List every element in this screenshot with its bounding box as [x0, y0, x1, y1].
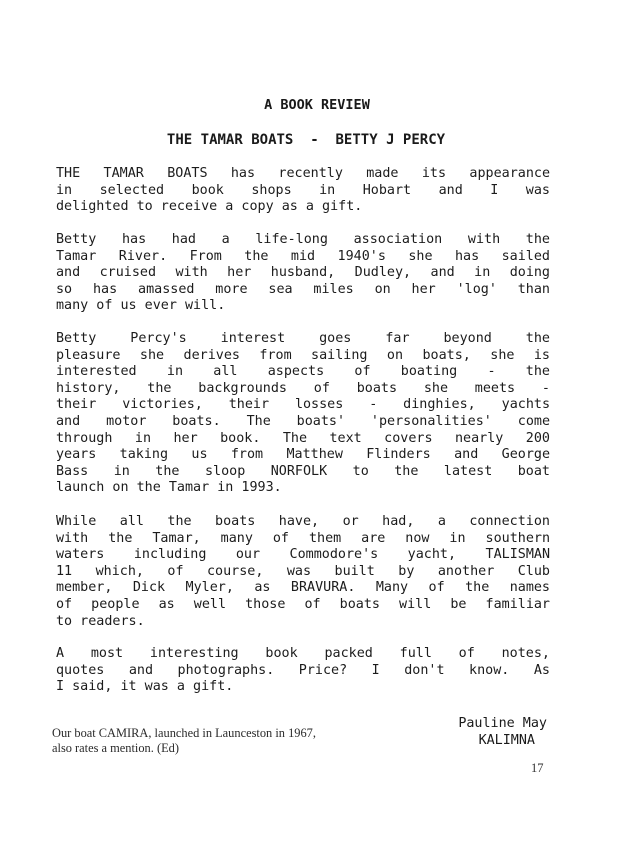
- paragraph-line: THE TAMAR BOATS has recently made its appearance: [56, 166, 550, 181]
- paragraph-line: through in her book. The text covers nearly 200: [56, 430, 550, 446]
- paragraph-line: history, the backgrounds of boats she meets -: [56, 380, 550, 396]
- editor-note: [52, 726, 392, 756]
- paragraph-line: Betty Percy's interest goes far beyond the: [56, 331, 550, 346]
- editor-note-line: Our boat CAMIRA, launched in Launceston in 1967,: [52, 726, 316, 740]
- paragraph-line: and cruised with her husband, Dudley, and in doing: [56, 265, 550, 281]
- paragraph-line: quotes and photographs. Price? I don't know. As: [56, 662, 550, 678]
- paragraph-line: years taking us from Matthew Flinders and George: [56, 447, 550, 463]
- paragraph: [56, 331, 550, 497]
- paragraph-line: in selected book shops in Hobart and I was: [56, 182, 550, 198]
- editor-note-line: also rates a mention. (Ed): [52, 741, 179, 755]
- paragraph-line: launch on the Tamar in 1993.: [56, 480, 282, 496]
- paragraph-line: Tamar River. From the mid 1940's she has sailed: [56, 248, 550, 264]
- paragraph-line: While all the boats have, or had, a connection: [56, 514, 550, 529]
- paragraph-line: many of us ever will.: [56, 298, 226, 314]
- paragraph-line: A most interesting book packed full of notes,: [56, 646, 550, 661]
- paragraph: [56, 166, 550, 216]
- paragraph-line: waters including our Commodore's yacht, TALISMAN: [56, 547, 550, 563]
- paragraph-line: and motor boats. The boats' 'personalities' come: [56, 413, 550, 429]
- paragraph-line: I said, it was a gift.: [56, 679, 234, 695]
- paragraph-line: to readers.: [56, 613, 145, 629]
- paragraph-line: member, Dick Myler, as BRAVURA. Many of the names: [56, 580, 550, 596]
- paragraph-line: interested in all aspects of boating - the: [56, 364, 550, 380]
- paragraph-line: Bass in the sloop NORFOLK to the latest boat: [56, 463, 550, 479]
- author-boat: KALIMNA: [478, 733, 535, 748]
- page-number: 17: [531, 761, 544, 775]
- paragraph-line: Betty has had a life-long association with the: [56, 232, 550, 247]
- paragraph-line: of people as well those of boats will be familiar: [56, 596, 550, 612]
- paragraph-line: delighted to receive a copy as a gift.: [56, 199, 363, 215]
- paragraph-line: with the Tamar, many of them are now in southern: [56, 530, 550, 546]
- review-label: A BOOK REVIEW: [264, 97, 370, 113]
- paragraph-line: pleasure she derives from sailing on boats, she is: [56, 347, 550, 363]
- paragraph-line: their victories, their losses - dinghies, yachts: [56, 397, 550, 413]
- paragraph-line: 11 which, of course, was built by another Club: [56, 563, 550, 579]
- author-name: Pauline May: [458, 716, 547, 731]
- paragraph: [56, 646, 550, 696]
- paragraph: [56, 232, 550, 315]
- paragraph: [56, 514, 550, 630]
- book-title-heading: THE TAMAR BOATS - BETTY J PERCY: [166, 132, 446, 148]
- paragraph-line: so has amassed more sea miles on her 'log' than: [56, 281, 550, 297]
